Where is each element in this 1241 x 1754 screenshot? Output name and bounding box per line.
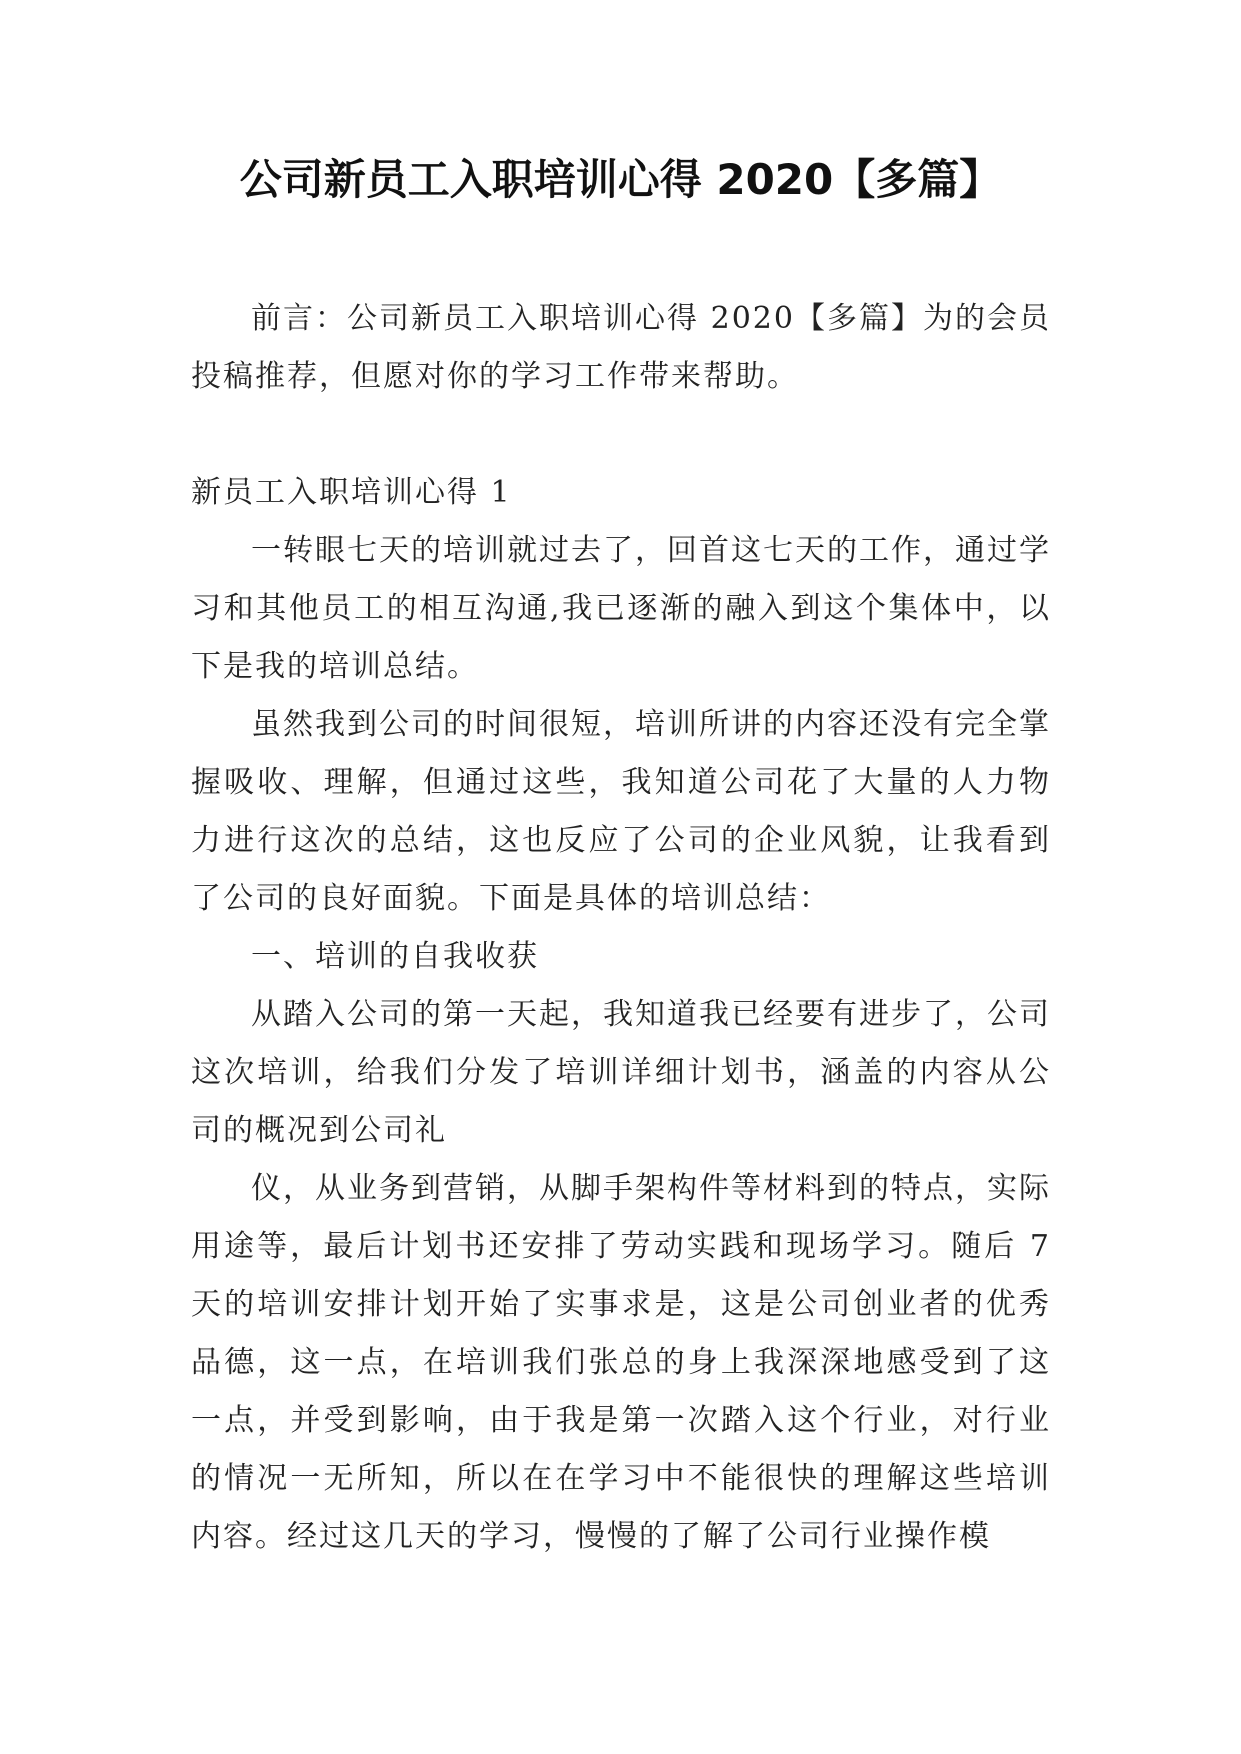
body-paragraph: 虽然我到公司的时间很短，培训所讲的内容还没有完全掌握吸收、理解，但通过这些，我知道公司花了大量的人力物力进行这次的总结，这也反应了公司的企业风貌，让我看到了公司的良好面貌。下面是具体的培训总结： bbox=[191, 707, 1051, 916]
document-title: 公司新员工入职培训心得 2020【多篇】 bbox=[239, 155, 1002, 204]
body-paragraph: 从踏入公司的第一天起，我知道我已经要有进步了，公司这次培训，给我们分发了培训详细计划书，涵盖的内容从公司的概况到公司礼 bbox=[191, 997, 1051, 1148]
body-paragraph: 仪，从业务到营销，从脚手架构件等材料到的特点，实际用途等，最后计划书还安排了劳动实践和现场学习。随后 7 天的培训安排计划开始了实事求是，这是公司创业者的优秀品德，这一点，在培训我们张总的身上我深深地感受到了这一点，并受到影响，由于我是第一次踏入这个行业，对行业的情况一无所知，所以在在学习中不能很快的理解这些培训内容。经过这几天的学习，慢慢的了解了公司行业操作模 bbox=[191, 1171, 1051, 1554]
spacer bbox=[191, 406, 1051, 464]
body-paragraph: 一转眼七天的培训就过去了，回首这七天的工作，通过学习和其他员工的相互沟通,我已逐渐的融入到这个集体中，以下是我的培训总结。 bbox=[191, 533, 1051, 684]
preface-paragraph: 前言：公司新员工入职培训心得 2020【多篇】为的会员投稿推荐，但愿对你的学习工作带来帮助。 bbox=[191, 301, 1051, 394]
document-body bbox=[191, 290, 1051, 1566]
section-heading: 新员工入职培训心得 1 bbox=[191, 475, 512, 510]
subsection-heading: 一、培训的自我收获 bbox=[251, 939, 539, 974]
